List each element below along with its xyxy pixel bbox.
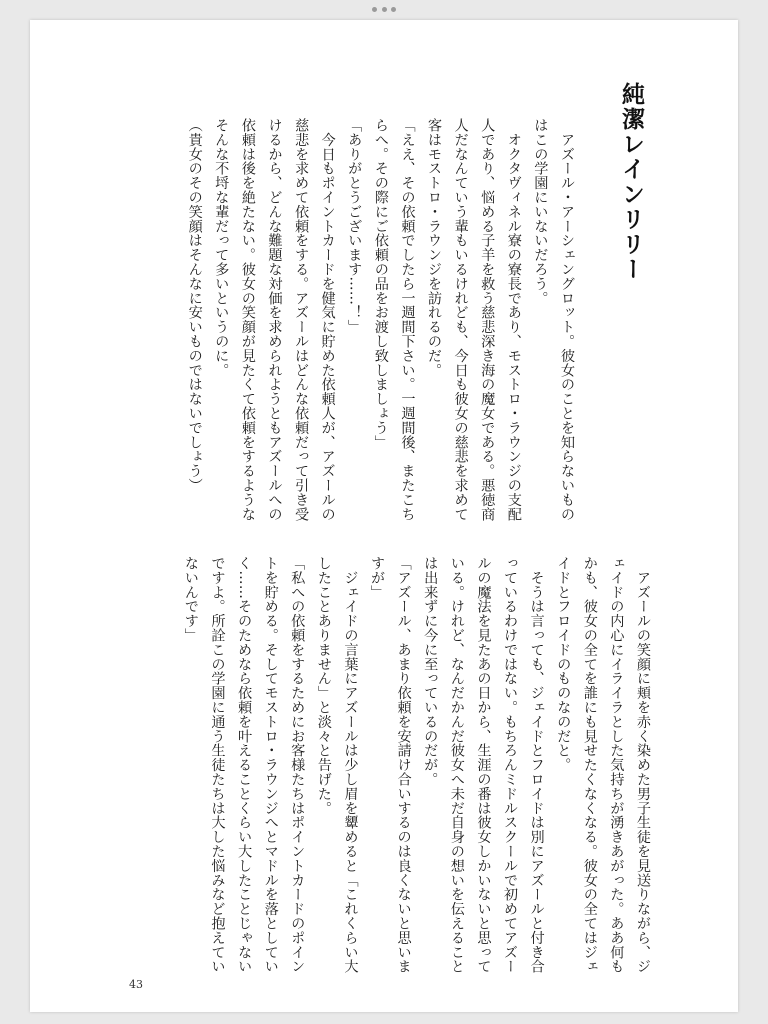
handle-dot-icon [372, 7, 377, 12]
paragraph: 「アズール、あまり依頼を安請け合いするのは良くないと思いますが」 [369, 556, 412, 974]
book-page[interactable] [30, 20, 738, 1012]
paragraph: ジェイドの言葉にアズールは少し眉を顰めると「これくらい大したことありません」と淡々と告げた。 [315, 556, 359, 974]
paragraph: アズールの笑顔に頬を赤く染めた男子生徒を見送りながら、ジェイドの内心にイライラとした気持ちが湧きあがった。ああ何もかも、彼女の全てを誰にも見せたくなくなる。彼女の全てはジェイドとフロイドのものなのだと。 [555, 556, 651, 974]
paragraph: 「私への依頼をするためにお客様たちはポイントカードのポイントを貯める。そしてモストロ・ラウンジへとマドルを落としていく……そのためなら依頼を叶えることくらい大したことじゃないですよ。所詮この学園に通う生徒たちは大した悩みなど抱えていないんです」 [182, 556, 306, 974]
text-block-bottom [146, 556, 656, 976]
handle-dot-icon [391, 7, 396, 12]
page-number: 43 [129, 978, 143, 991]
paragraph: オクタヴィネル寮の寮長であり、モストロ・ラウンジの支配人であり、悩める子羊を救う慈悲深き海の魔女である。悪徳商人だなんていう輩もいるけれども、今日も彼女の慈悲を求めて客はモストロ・ラウンジを訪れるのだ。 [426, 118, 522, 522]
text-block-top [146, 118, 580, 528]
paragraph: （貴女のその笑顔はそんなに安いものではないでしょう） [186, 118, 203, 493]
paragraph: 「ありがとうございます……！」 [346, 118, 363, 334]
chapter-title: 純潔レインリリー [618, 82, 645, 282]
paragraph: アズール・アーシェングロット。彼女のことを知らないものはこの学園にいないだろう。 [532, 118, 575, 522]
handle-dot-icon [382, 7, 387, 12]
paragraph: 「ええ、その依頼でしたら一週間下さい。一週間後、またこちらへ。その際にご依頼の品をお渡し致しましょう」 [372, 118, 416, 522]
window-drag-handle[interactable] [372, 5, 396, 13]
paragraph: そうは言っても、ジェイドとフロイドは別にアズールと付き合っているわけではない。もちろんミドルスクールで初めてアズールの魔法を見たあの日から、生涯の番は彼女しかいないと思っている。けれど、なんだかんだ彼女へ未だ自身の想いを伝えることは出来ずに今に至っているのだが。 [422, 556, 545, 974]
paragraph: 今日もポイントカードを健気に貯めた依頼人が、アズールの慈悲を求めて依頼をする。アズールはどんな依頼だって引き受けるから、どんな難題な対価を求められようともアズールへの依頼は後を絶たない。彼女の笑顔が見たくて依頼をするようなそんな不埒な輩だって多いというのに。 [213, 118, 336, 522]
